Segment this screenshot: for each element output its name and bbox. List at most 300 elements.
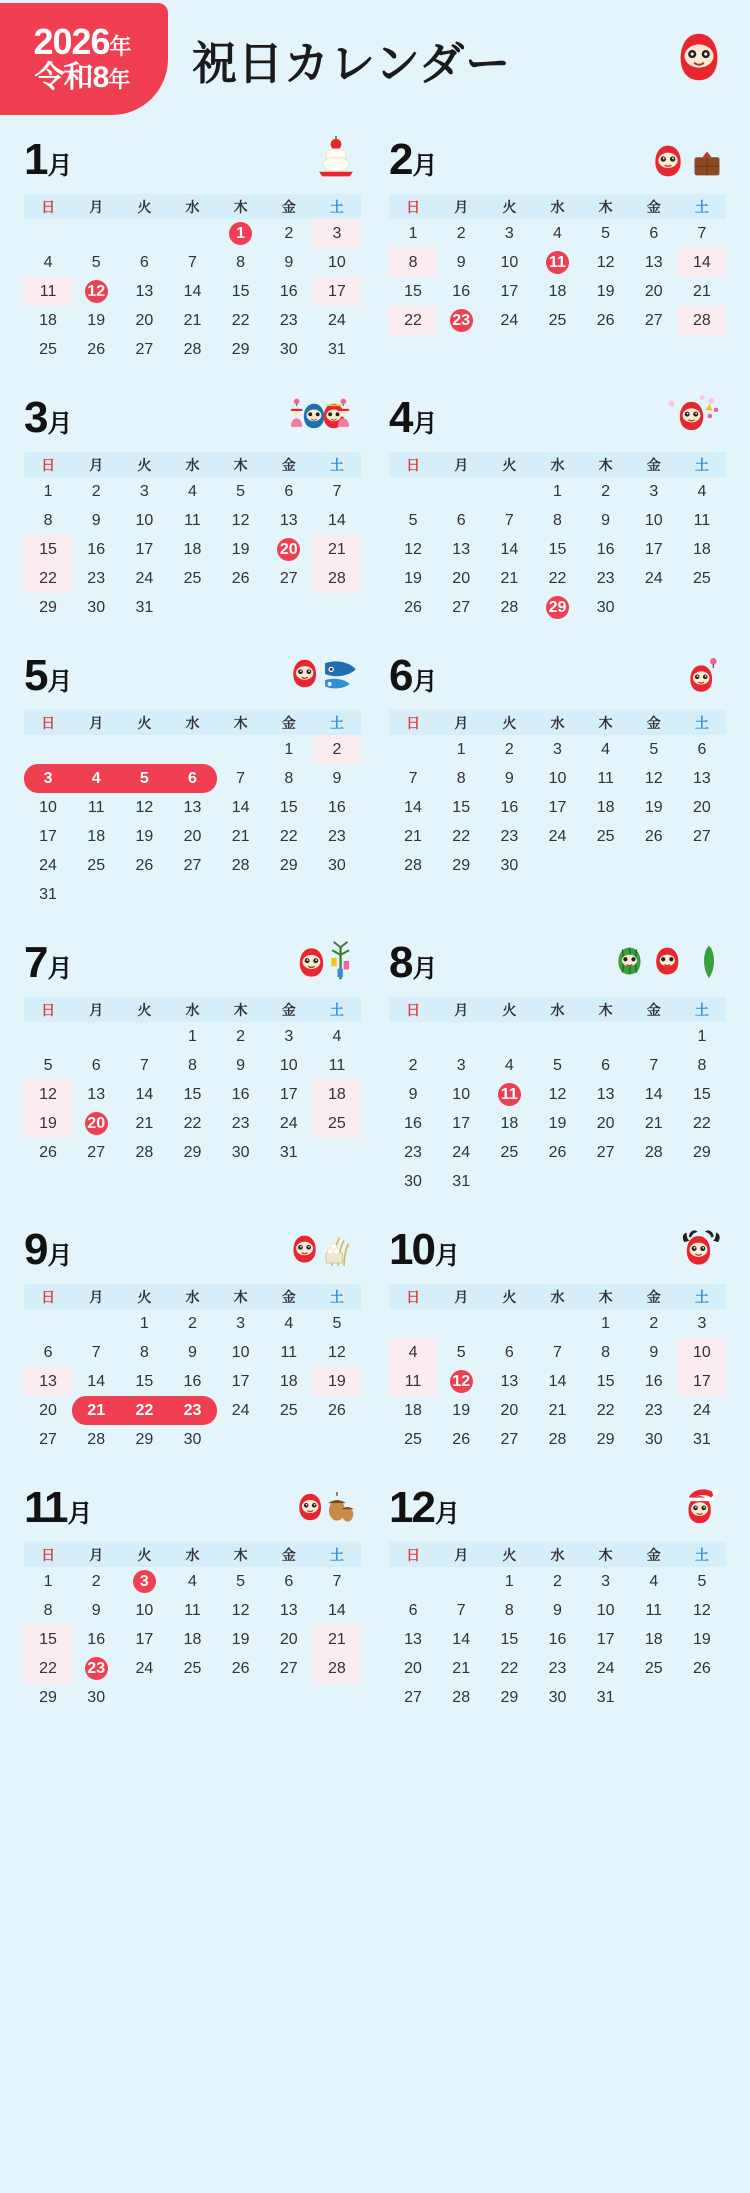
day-cell[interactable] [678,1338,726,1367]
day-cell[interactable] [313,506,361,535]
day-cell[interactable] [437,535,485,564]
day-cell[interactable] [533,764,581,793]
day-cell[interactable] [72,1683,120,1712]
day-cell[interactable] [24,506,72,535]
day-cell[interactable] [120,1567,168,1596]
day-cell[interactable] [630,277,678,306]
day-cell[interactable] [678,735,726,764]
day-cell[interactable] [582,535,630,564]
day-cell[interactable] [389,822,437,851]
day-cell[interactable] [678,1138,726,1167]
day-cell[interactable] [582,1625,630,1654]
day-cell[interactable] [24,1080,72,1109]
day-cell[interactable] [168,1654,216,1683]
day-cell[interactable] [437,593,485,622]
day-cell[interactable] [389,1367,437,1396]
day-cell[interactable] [72,335,120,364]
day-cell[interactable] [120,1625,168,1654]
day-cell[interactable] [168,1367,216,1396]
day-cell[interactable] [24,564,72,593]
day-cell[interactable] [485,306,533,335]
day-cell[interactable] [24,1396,72,1425]
day-cell[interactable] [533,1051,581,1080]
day-cell[interactable] [389,248,437,277]
day-cell[interactable] [630,564,678,593]
day-cell[interactable] [389,1051,437,1080]
day-cell[interactable] [313,793,361,822]
day-cell[interactable] [389,1683,437,1712]
day-cell[interactable] [437,1596,485,1625]
day-cell[interactable] [437,1138,485,1167]
day-cell[interactable] [485,735,533,764]
day-cell[interactable] [485,851,533,880]
day-cell[interactable] [485,1396,533,1425]
day-cell[interactable] [678,764,726,793]
day-cell[interactable] [24,1338,72,1367]
day-cell[interactable] [217,506,265,535]
day-cell[interactable] [120,248,168,277]
day-cell[interactable] [120,1596,168,1625]
day-cell[interactable] [437,764,485,793]
day-cell[interactable] [313,1396,361,1425]
day-cell[interactable] [120,1138,168,1167]
day-cell[interactable] [389,506,437,535]
day-cell[interactable] [168,1567,216,1596]
day-cell[interactable] [313,851,361,880]
day-cell[interactable] [168,335,216,364]
day-cell[interactable] [437,1080,485,1109]
day-cell[interactable] [437,219,485,248]
day-cell[interactable] [217,248,265,277]
day-cell[interactable] [678,277,726,306]
day-cell[interactable] [72,564,120,593]
day-cell[interactable] [120,1654,168,1683]
day-cell[interactable] [120,277,168,306]
day-cell[interactable] [533,506,581,535]
day-cell[interactable] [120,335,168,364]
day-cell[interactable] [120,1309,168,1338]
day-cell[interactable] [437,1396,485,1425]
day-cell[interactable] [533,1109,581,1138]
day-cell[interactable] [630,306,678,335]
day-cell[interactable] [120,593,168,622]
day-cell[interactable] [217,564,265,593]
day-cell[interactable] [485,219,533,248]
day-cell[interactable] [72,822,120,851]
day-cell[interactable] [265,1654,313,1683]
day-cell[interactable] [313,477,361,506]
day-cell[interactable] [168,1138,216,1167]
day-cell[interactable] [313,735,361,764]
day-cell[interactable] [485,564,533,593]
day-cell[interactable] [533,793,581,822]
day-cell[interactable] [72,1138,120,1167]
day-cell[interactable] [313,1022,361,1051]
day-cell[interactable] [533,1567,581,1596]
day-cell[interactable] [630,1109,678,1138]
day-cell[interactable] [533,564,581,593]
day-cell[interactable] [485,277,533,306]
day-cell[interactable] [120,306,168,335]
day-cell[interactable] [24,1425,72,1454]
day-cell[interactable] [168,535,216,564]
day-cell[interactable] [24,1367,72,1396]
day-cell[interactable] [630,764,678,793]
day-cell[interactable] [678,248,726,277]
day-cell[interactable] [168,1080,216,1109]
day-cell[interactable] [533,306,581,335]
day-cell[interactable] [168,1309,216,1338]
day-cell[interactable] [485,1367,533,1396]
day-cell[interactable] [485,1425,533,1454]
day-cell[interactable] [265,1080,313,1109]
day-cell[interactable] [533,735,581,764]
day-cell[interactable] [582,477,630,506]
day-cell[interactable] [582,306,630,335]
day-cell[interactable] [437,1109,485,1138]
day-cell[interactable] [168,851,216,880]
day-cell[interactable] [630,1567,678,1596]
day-cell[interactable] [24,764,72,793]
day-cell[interactable] [630,1309,678,1338]
day-cell[interactable] [265,1022,313,1051]
day-cell[interactable] [24,851,72,880]
day-cell[interactable] [389,564,437,593]
day-cell[interactable] [265,1596,313,1625]
day-cell[interactable] [313,564,361,593]
day-cell[interactable] [389,593,437,622]
day-cell[interactable] [217,1625,265,1654]
day-cell[interactable] [265,1625,313,1654]
day-cell[interactable] [678,219,726,248]
day-cell[interactable] [24,1596,72,1625]
day-cell[interactable] [120,822,168,851]
day-cell[interactable] [217,477,265,506]
day-cell[interactable] [217,1596,265,1625]
day-cell[interactable] [582,1567,630,1596]
day-cell[interactable] [265,1051,313,1080]
day-cell[interactable] [678,535,726,564]
day-cell[interactable] [485,1596,533,1625]
day-cell[interactable] [168,1425,216,1454]
day-cell[interactable] [533,1367,581,1396]
day-cell[interactable] [72,277,120,306]
day-cell[interactable] [485,248,533,277]
day-cell[interactable] [389,1338,437,1367]
day-cell[interactable] [630,219,678,248]
day-cell[interactable] [265,851,313,880]
day-cell[interactable] [389,1425,437,1454]
day-cell[interactable] [72,1625,120,1654]
day-cell[interactable] [120,1367,168,1396]
day-cell[interactable] [168,793,216,822]
day-cell[interactable] [72,248,120,277]
day-cell[interactable] [678,306,726,335]
day-cell[interactable] [217,1338,265,1367]
day-cell[interactable] [265,793,313,822]
day-cell[interactable] [72,1109,120,1138]
day-cell[interactable] [630,477,678,506]
day-cell[interactable] [485,1080,533,1109]
day-cell[interactable] [533,593,581,622]
day-cell[interactable] [313,1051,361,1080]
day-cell[interactable] [24,593,72,622]
day-cell[interactable] [389,535,437,564]
day-cell[interactable] [678,1567,726,1596]
day-cell[interactable] [313,1109,361,1138]
day-cell[interactable] [678,1051,726,1080]
day-cell[interactable] [533,535,581,564]
day-cell[interactable] [485,506,533,535]
day-cell[interactable] [72,1080,120,1109]
day-cell[interactable] [630,1338,678,1367]
day-cell[interactable] [168,248,216,277]
day-cell[interactable] [678,1654,726,1683]
day-cell[interactable] [389,1625,437,1654]
day-cell[interactable] [678,1309,726,1338]
day-cell[interactable] [582,564,630,593]
day-cell[interactable] [120,477,168,506]
day-cell[interactable] [265,219,313,248]
day-cell[interactable] [533,822,581,851]
day-cell[interactable] [72,1051,120,1080]
day-cell[interactable] [582,1109,630,1138]
day-cell[interactable] [437,248,485,277]
day-cell[interactable] [313,248,361,277]
day-cell[interactable] [582,1138,630,1167]
day-cell[interactable] [217,335,265,364]
day-cell[interactable] [582,506,630,535]
day-cell[interactable] [217,851,265,880]
day-cell[interactable] [678,793,726,822]
day-cell[interactable] [313,535,361,564]
day-cell[interactable] [630,1596,678,1625]
day-cell[interactable] [24,1625,72,1654]
day-cell[interactable] [582,1309,630,1338]
day-cell[interactable] [265,477,313,506]
day-cell[interactable] [533,1138,581,1167]
day-cell[interactable] [72,793,120,822]
day-cell[interactable] [437,822,485,851]
day-cell[interactable] [582,593,630,622]
day-cell[interactable] [389,1080,437,1109]
day-cell[interactable] [389,851,437,880]
day-cell[interactable] [24,306,72,335]
day-cell[interactable] [533,477,581,506]
day-cell[interactable] [485,793,533,822]
day-cell[interactable] [24,793,72,822]
day-cell[interactable] [265,1309,313,1338]
day-cell[interactable] [120,564,168,593]
day-cell[interactable] [265,1338,313,1367]
day-cell[interactable] [437,506,485,535]
day-cell[interactable] [630,822,678,851]
day-cell[interactable] [678,1625,726,1654]
day-cell[interactable] [72,1654,120,1683]
day-cell[interactable] [265,822,313,851]
day-cell[interactable] [582,1367,630,1396]
day-cell[interactable] [582,1425,630,1454]
day-cell[interactable] [582,248,630,277]
day-cell[interactable] [217,1367,265,1396]
day-cell[interactable] [630,793,678,822]
day-cell[interactable] [437,306,485,335]
day-cell[interactable] [120,1396,168,1425]
day-cell[interactable] [168,1338,216,1367]
day-cell[interactable] [217,1654,265,1683]
day-cell[interactable] [168,477,216,506]
day-cell[interactable] [313,1309,361,1338]
day-cell[interactable] [265,306,313,335]
day-cell[interactable] [217,306,265,335]
day-cell[interactable] [72,1338,120,1367]
day-cell[interactable] [533,1625,581,1654]
day-cell[interactable] [582,764,630,793]
day-cell[interactable] [120,535,168,564]
day-cell[interactable] [437,277,485,306]
day-cell[interactable] [630,535,678,564]
day-cell[interactable] [678,477,726,506]
day-cell[interactable] [533,1396,581,1425]
day-cell[interactable] [265,1567,313,1596]
day-cell[interactable] [533,1338,581,1367]
day-cell[interactable] [630,1138,678,1167]
day-cell[interactable] [72,1596,120,1625]
day-cell[interactable] [265,535,313,564]
day-cell[interactable] [265,277,313,306]
day-cell[interactable] [313,822,361,851]
day-cell[interactable] [217,822,265,851]
day-cell[interactable] [217,1396,265,1425]
day-cell[interactable] [630,1654,678,1683]
day-cell[interactable] [120,1109,168,1138]
day-cell[interactable] [389,1138,437,1167]
day-cell[interactable] [313,219,361,248]
day-cell[interactable] [72,593,120,622]
day-cell[interactable] [217,277,265,306]
day-cell[interactable] [313,277,361,306]
day-cell[interactable] [437,1683,485,1712]
day-cell[interactable] [265,764,313,793]
day-cell[interactable] [582,735,630,764]
day-cell[interactable] [485,1654,533,1683]
day-cell[interactable] [437,793,485,822]
day-cell[interactable] [437,1625,485,1654]
day-cell[interactable] [265,335,313,364]
day-cell[interactable] [630,1625,678,1654]
day-cell[interactable] [485,1338,533,1367]
day-cell[interactable] [168,764,216,793]
day-cell[interactable] [313,335,361,364]
day-cell[interactable] [120,1051,168,1080]
day-cell[interactable] [485,593,533,622]
day-cell[interactable] [24,477,72,506]
day-cell[interactable] [265,735,313,764]
day-cell[interactable] [533,1596,581,1625]
day-cell[interactable] [485,1567,533,1596]
day-cell[interactable] [485,822,533,851]
day-cell[interactable] [389,1396,437,1425]
day-cell[interactable] [24,1138,72,1167]
day-cell[interactable] [630,735,678,764]
day-cell[interactable] [72,306,120,335]
day-cell[interactable] [437,735,485,764]
day-cell[interactable] [24,822,72,851]
day-cell[interactable] [678,564,726,593]
day-cell[interactable] [217,1109,265,1138]
day-cell[interactable] [389,1654,437,1683]
day-cell[interactable] [313,1654,361,1683]
day-cell[interactable] [582,1051,630,1080]
day-cell[interactable] [533,219,581,248]
day-cell[interactable] [313,306,361,335]
day-cell[interactable] [168,1109,216,1138]
day-cell[interactable] [217,793,265,822]
day-cell[interactable] [24,1109,72,1138]
day-cell[interactable] [389,306,437,335]
day-cell[interactable] [120,1338,168,1367]
day-cell[interactable] [217,535,265,564]
day-cell[interactable] [120,793,168,822]
day-cell[interactable] [582,1654,630,1683]
day-cell[interactable] [630,1367,678,1396]
day-cell[interactable] [72,535,120,564]
day-cell[interactable] [168,1022,216,1051]
day-cell[interactable] [389,277,437,306]
day-cell[interactable] [678,1596,726,1625]
day-cell[interactable] [485,535,533,564]
day-cell[interactable] [120,851,168,880]
day-cell[interactable] [313,1596,361,1625]
day-cell[interactable] [120,764,168,793]
day-cell[interactable] [313,1367,361,1396]
day-cell[interactable] [485,1138,533,1167]
day-cell[interactable] [582,277,630,306]
day-cell[interactable] [72,1425,120,1454]
day-cell[interactable] [24,1654,72,1683]
day-cell[interactable] [582,793,630,822]
day-cell[interactable] [120,1080,168,1109]
day-cell[interactable] [437,1167,485,1196]
day-cell[interactable] [313,1338,361,1367]
day-cell[interactable] [72,1396,120,1425]
day-cell[interactable] [485,1109,533,1138]
day-cell[interactable] [582,1596,630,1625]
day-cell[interactable] [389,764,437,793]
day-cell[interactable] [72,1367,120,1396]
day-cell[interactable] [24,535,72,564]
day-cell[interactable] [265,506,313,535]
day-cell[interactable] [533,1654,581,1683]
day-cell[interactable] [533,1683,581,1712]
day-cell[interactable] [533,1425,581,1454]
day-cell[interactable] [485,1051,533,1080]
day-cell[interactable] [168,277,216,306]
day-cell[interactable] [437,1051,485,1080]
day-cell[interactable] [24,248,72,277]
day-cell[interactable] [24,335,72,364]
day-cell[interactable] [72,764,120,793]
day-cell[interactable] [168,1625,216,1654]
day-cell[interactable] [582,1338,630,1367]
day-cell[interactable] [630,1425,678,1454]
day-cell[interactable] [485,1683,533,1712]
day-cell[interactable] [582,822,630,851]
day-cell[interactable] [630,1051,678,1080]
day-cell[interactable] [582,1396,630,1425]
day-cell[interactable] [437,1654,485,1683]
day-cell[interactable] [313,1080,361,1109]
